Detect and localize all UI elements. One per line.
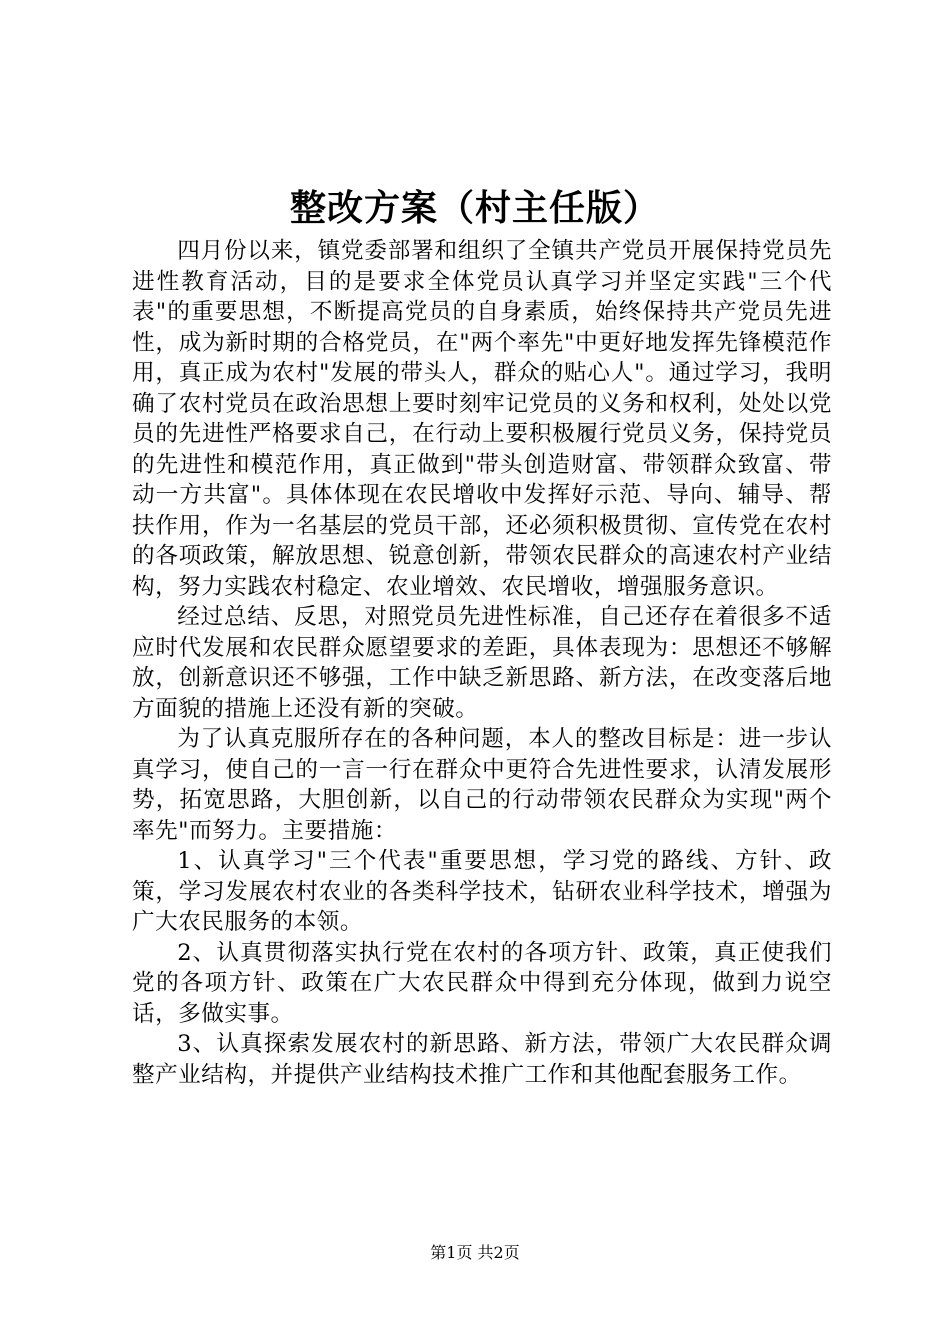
paragraph-goals: 为了认真克服所存在的各种问题，本人的整改目标是：进一步认真学习，使自己的一言一行在群众中更符合先进性要求，认清发展形势，拓宽思路，大胆创新，以自己的行动带领农民群众为实现"两个率先"而努力。主要措施： [132,726,832,844]
document-body [132,236,832,1090]
paragraph-intro: 四月份以来，镇党委部署和组织了全镇共产党员开展保持党员先进性教育活动，目的是要求全体党员认真学习并坚定实践"三个代表"的重要思想，不断提高党员的自身素质，始终保持共产党员先进性，成为新时期的合格党员，在"两个率先"中更好地发挥先锋模范作用，真正成为农村"发展的带头人，群众的贴心人"。通过学习，我明确了农村党员在政治思想上要时刻牢记党员的义务和权利，处处以党员的先进性严格要求自己，在行动上要积极履行党员义务，保持党员的先进性和模范作用，真正做到"带头创造财富、带领群众致富、带动一方共富"。具体体现在农民增收中发挥好示范、导向、辅导、帮扶作用，作为一名基层的党员干部，还必须积极贯彻、宣传党在农村的各项政策，解放思想、锐意创新，带领农民群众的高速农村产业结构，努力实践农村稳定、农业增效、农民增收，增强服务意识。 [132,238,832,600]
page-number-footer: 第1页 共2页 [430,1243,520,1262]
paragraph-measure-2: 2、认真贯彻落实执行党在农村的各项方针、政策，真正使我们党的各项方针、政策在广大农民群众中得到充分体现，做到力说空话，多做实事。 [132,939,832,1027]
paragraph-measure-3: 3、认真探索发展农村的新思路、新方法，带领广大农民群众调整产业结构，并提供产业结构技术推广工作和其他配套服务工作。 [132,1031,832,1088]
paragraph-shortcomings: 经过总结、反思，对照党员先进性标准，自己还存在着很多不适应时代发展和农民群众愿望要求的差距，具体表现为：思想还不够解放，创新意识还不够强，工作中缺乏新思路、新方法，在改变落后地方面貌的措施上还没有新的突破。 [132,604,832,722]
paragraph-measure-1: 1、认真学习"三个代表"重要思想，学习党的路线、方针、政策，学习发展农村农业的各类科学技术，钻研农业科学技术，增强为广大农民服务的本领。 [132,848,832,935]
document-title: 整改方案（村主任版） [289,187,660,229]
